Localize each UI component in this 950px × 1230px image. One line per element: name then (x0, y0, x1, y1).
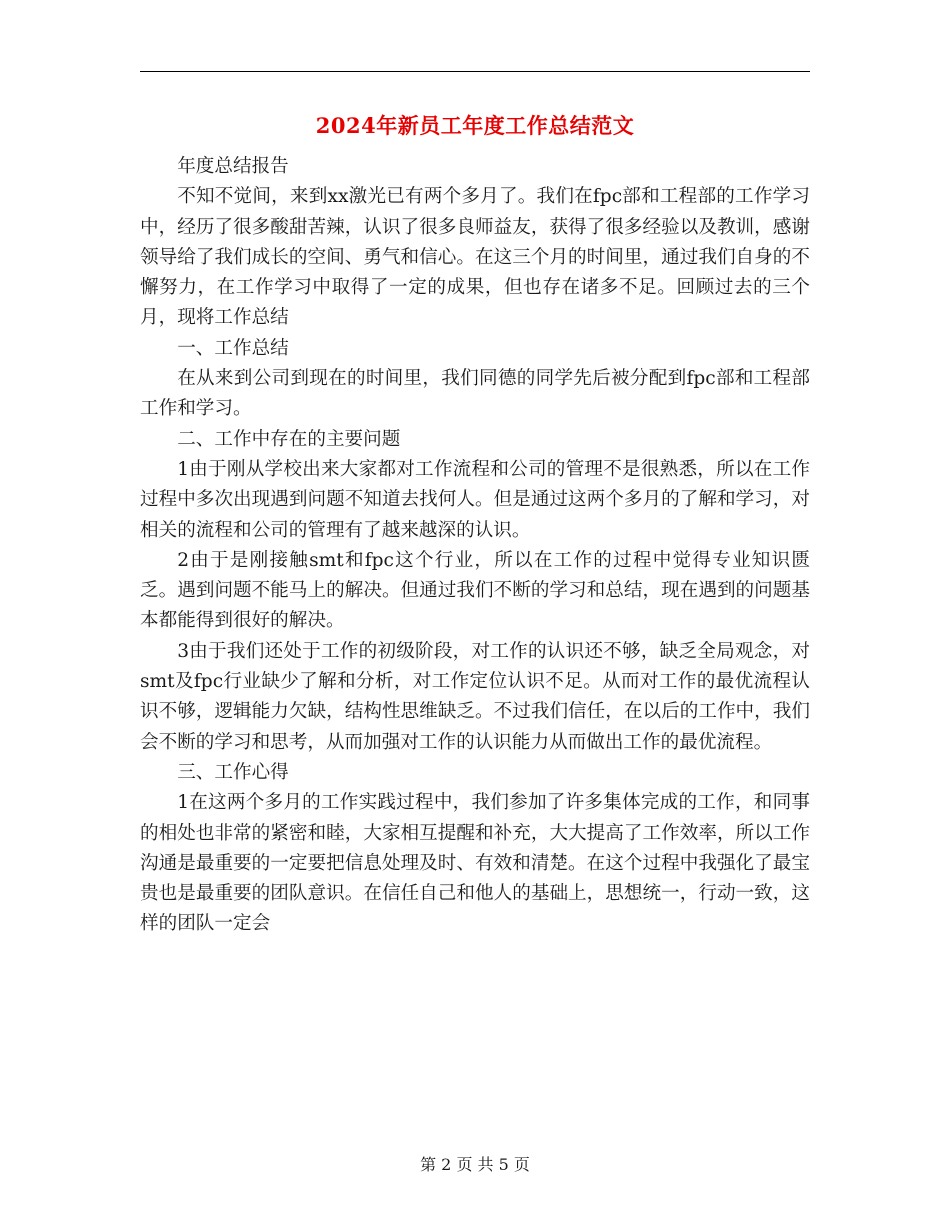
section-heading-main-problems: 二、工作中存在的主要问题 (177, 428, 401, 450)
document-title: 2024年新员工年度工作总结范文 (315, 113, 635, 138)
page-number: 第 2 页 共 5 页 (420, 1155, 530, 1174)
document-body (140, 152, 810, 940)
header-rule (140, 71, 810, 72)
section-heading-work-insights: 三、工作心得 (177, 761, 289, 783)
paragraph-work-summary: 在从来到公司到现在的时间里，我们同德的同学先后被分配到fpc部和工程部工作和学习。 (140, 368, 810, 420)
paragraph-problem-1: 1由于刚从学校出来大家都对工作流程和公司的管理不是很熟悉，所以在工作过程中多次出现遇到问题不知道去找何人。但是通过这两个多月的了解和学习，对相关的流程和公司的管理有了越来越深的认识。 (140, 458, 810, 541)
paragraph-intro: 不知不觉间，来到xx激光已有两个多月了。我们在fpc部和工程部的工作学习中，经历了很多酸甜苦辣，认识了很多良师益友，获得了很多经验以及教训，感谢领导给了我们成长的空间、勇气和信心。在这三个月的时间里，通过我们自身的不懈努力，在工作学习中取得了一定的成果，但也存在诸多不足。回顾过去的三个月，现将工作总结 (140, 186, 810, 329)
paragraph-insight-1: 1在这两个多月的工作实践过程中，我们参加了许多集体完成的工作，和同事的相处也非常的紧密和睦，大家相互提醒和补充，大大提高了工作效率，所以工作沟通是最重要的一定要把信息处理及时、有效和清楚。在这个过程中我强化了最宝贵也是最重要的团队意识。在信任自己和他人的基础上，思想统一，行动一致，这样的团队一定会 (140, 792, 810, 935)
paragraph-problem-3: 3由于我们还处于工作的初级阶段，对工作的认识还不够，缺乏全局观念，对smt及fpc行业缺少了解和分析，对工作定位认识不足。从而对工作的最优流程认识不够，逻辑能力欠缺，结构性思维缺乏。不过我们信任，在以后的工作中，我们会不断的学习和思考，从而加强对工作的认识能力从而做出工作的最优流程。 (140, 640, 810, 753)
paragraph-report-heading: 年度总结报告 (177, 156, 289, 177)
section-heading-work-summary: 一、工作总结 (177, 337, 289, 359)
paragraph-problem-2: 2由于是刚接触smt和fpc这个行业，所以在工作的过程中觉得专业知识匮乏。遇到问题不能马上的解决。但通过我们不断的学习和总结，现在遇到的问题基本都能得到很好的解决。 (140, 549, 810, 632)
